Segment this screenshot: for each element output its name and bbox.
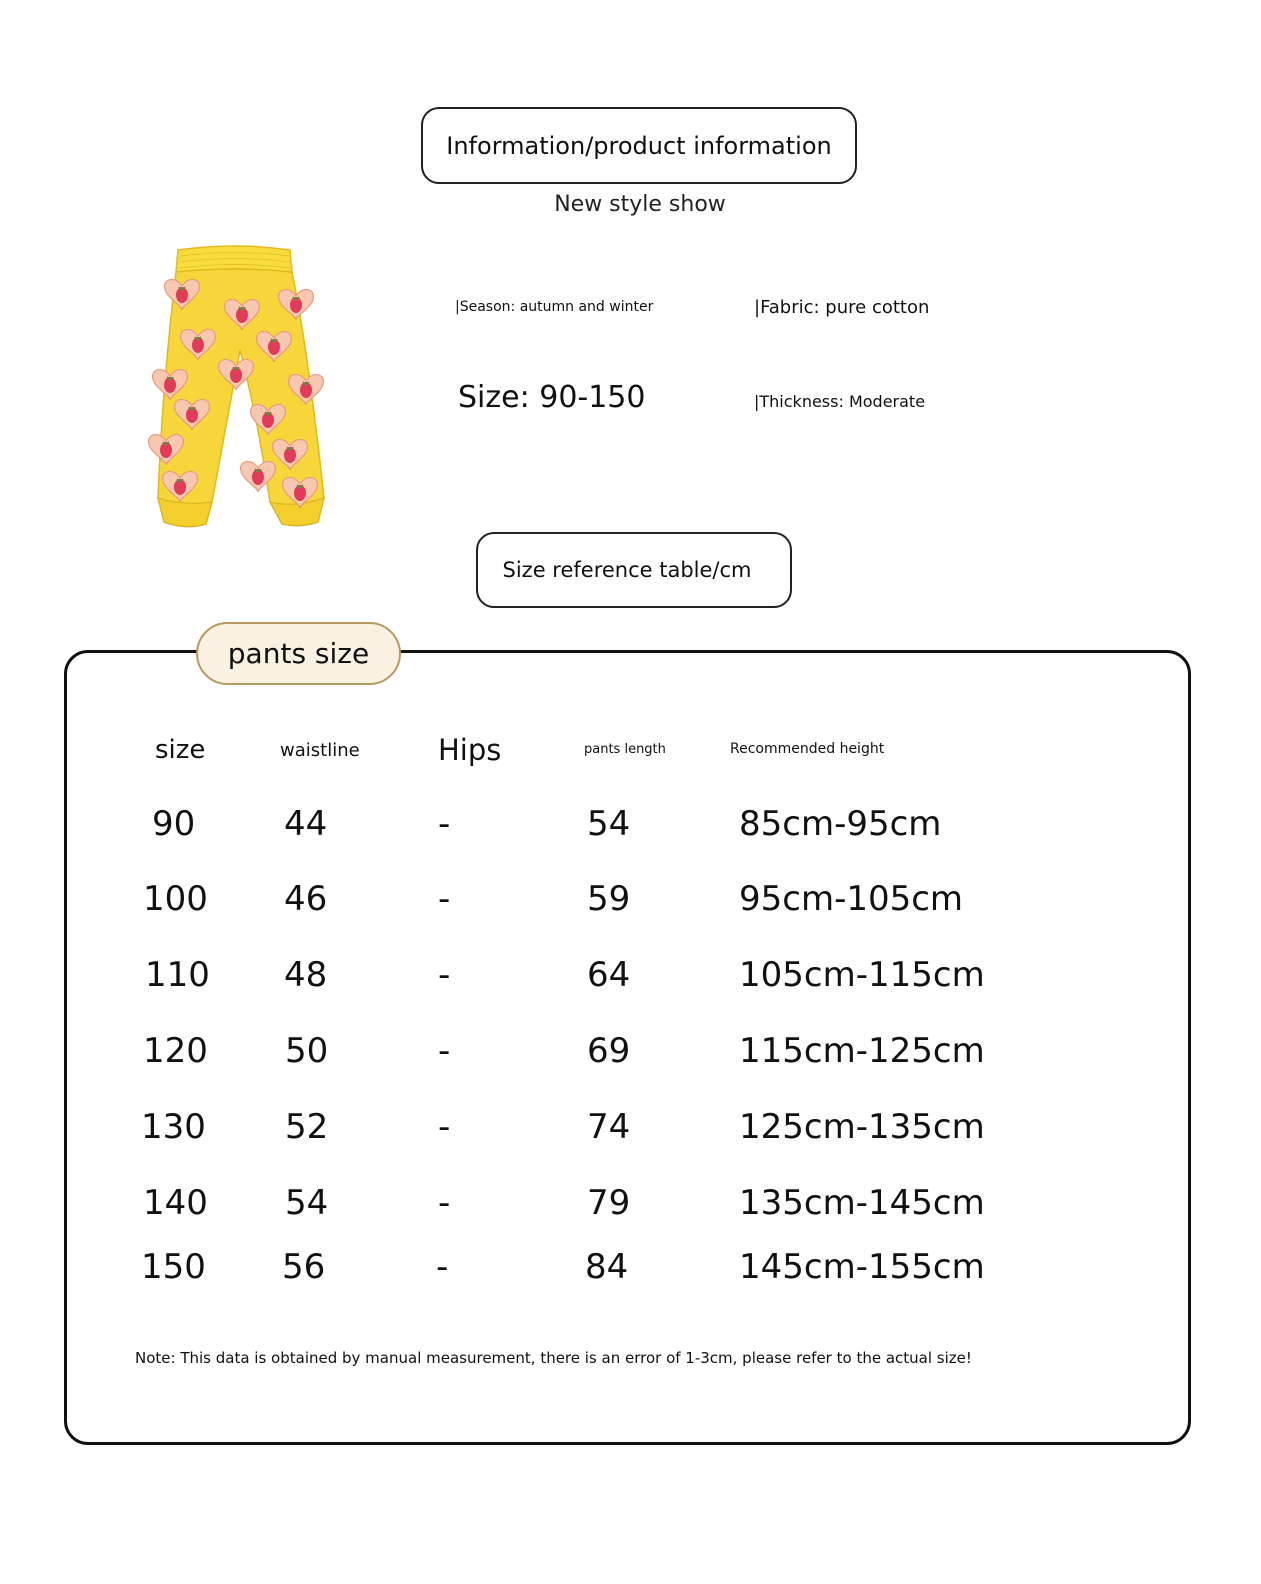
col-header-recommended-height: Recommended height bbox=[730, 741, 885, 757]
table-cell-size: 90 bbox=[152, 804, 196, 844]
table-cell-height: 125cm-135cm bbox=[739, 1107, 985, 1147]
table-cell-waistline: 56 bbox=[282, 1247, 326, 1287]
table-cell-pants-length: 79 bbox=[587, 1183, 631, 1223]
col-header-waistline: waistline bbox=[280, 740, 360, 761]
table-cell-size: 100 bbox=[143, 879, 208, 919]
col-header-pants-length: pants length bbox=[584, 742, 666, 757]
table-cell-size: 140 bbox=[143, 1183, 208, 1223]
table-cell-size: 110 bbox=[145, 955, 210, 995]
table-cell-hips: - bbox=[438, 955, 451, 995]
table-cell-pants-length: 84 bbox=[585, 1247, 629, 1287]
table-cell-hips: - bbox=[438, 1183, 451, 1223]
new-style-subtitle: New style show bbox=[554, 192, 726, 217]
col-header-size: size bbox=[155, 735, 206, 765]
table-cell-pants-length: 54 bbox=[587, 804, 631, 844]
table-cell-size: 120 bbox=[143, 1031, 208, 1071]
col-header-hips: Hips bbox=[438, 733, 502, 767]
table-cell-height: 115cm-125cm bbox=[739, 1031, 985, 1071]
attr-size: Size: 90-150 bbox=[458, 380, 646, 415]
table-cell-pants-length: 74 bbox=[587, 1107, 631, 1147]
table-cell-size: 130 bbox=[141, 1107, 206, 1147]
product-info-title: Information/product information bbox=[446, 131, 832, 160]
table-cell-waistline: 50 bbox=[285, 1031, 329, 1071]
table-cell-height: 95cm-105cm bbox=[739, 879, 964, 919]
size-reference-label: Size reference table/cm bbox=[502, 558, 752, 582]
table-cell-waistline: 52 bbox=[285, 1107, 329, 1147]
table-cell-pants-length: 64 bbox=[587, 955, 631, 995]
table-cell-waistline: 48 bbox=[284, 955, 328, 995]
table-cell-hips: - bbox=[438, 879, 451, 919]
size-reference-box bbox=[476, 532, 792, 608]
table-cell-pants-length: 69 bbox=[587, 1031, 631, 1071]
table-cell-hips: - bbox=[438, 804, 451, 844]
table-cell-waistline: 46 bbox=[284, 879, 328, 919]
pants-size-tag bbox=[196, 622, 401, 685]
measurement-note: Note: This data is obtained by manual measurement, there is an error of 1-3cm, please refer to the actual size! bbox=[135, 1349, 972, 1367]
table-cell-height: 85cm-95cm bbox=[739, 804, 942, 844]
table-cell-height: 145cm-155cm bbox=[739, 1247, 985, 1287]
table-cell-height: 105cm-115cm bbox=[739, 955, 985, 995]
table-cell-waistline: 54 bbox=[285, 1183, 329, 1223]
table-cell-hips: - bbox=[436, 1247, 449, 1287]
table-cell-hips: - bbox=[438, 1031, 451, 1071]
table-cell-hips: - bbox=[438, 1107, 451, 1147]
attr-fabric: |Fabric: pure cotton bbox=[754, 297, 930, 318]
product-info-title-box bbox=[421, 107, 857, 184]
table-cell-waistline: 44 bbox=[284, 804, 328, 844]
pants-image bbox=[140, 240, 340, 540]
table-cell-pants-length: 59 bbox=[587, 879, 631, 919]
table-cell-size: 150 bbox=[141, 1247, 206, 1287]
pants-size-tag-label: pants size bbox=[227, 637, 370, 670]
table-cell-height: 135cm-145cm bbox=[739, 1183, 985, 1223]
attr-season: |Season: autumn and winter bbox=[455, 299, 654, 315]
attr-thickness: |Thickness: Moderate bbox=[754, 392, 926, 411]
